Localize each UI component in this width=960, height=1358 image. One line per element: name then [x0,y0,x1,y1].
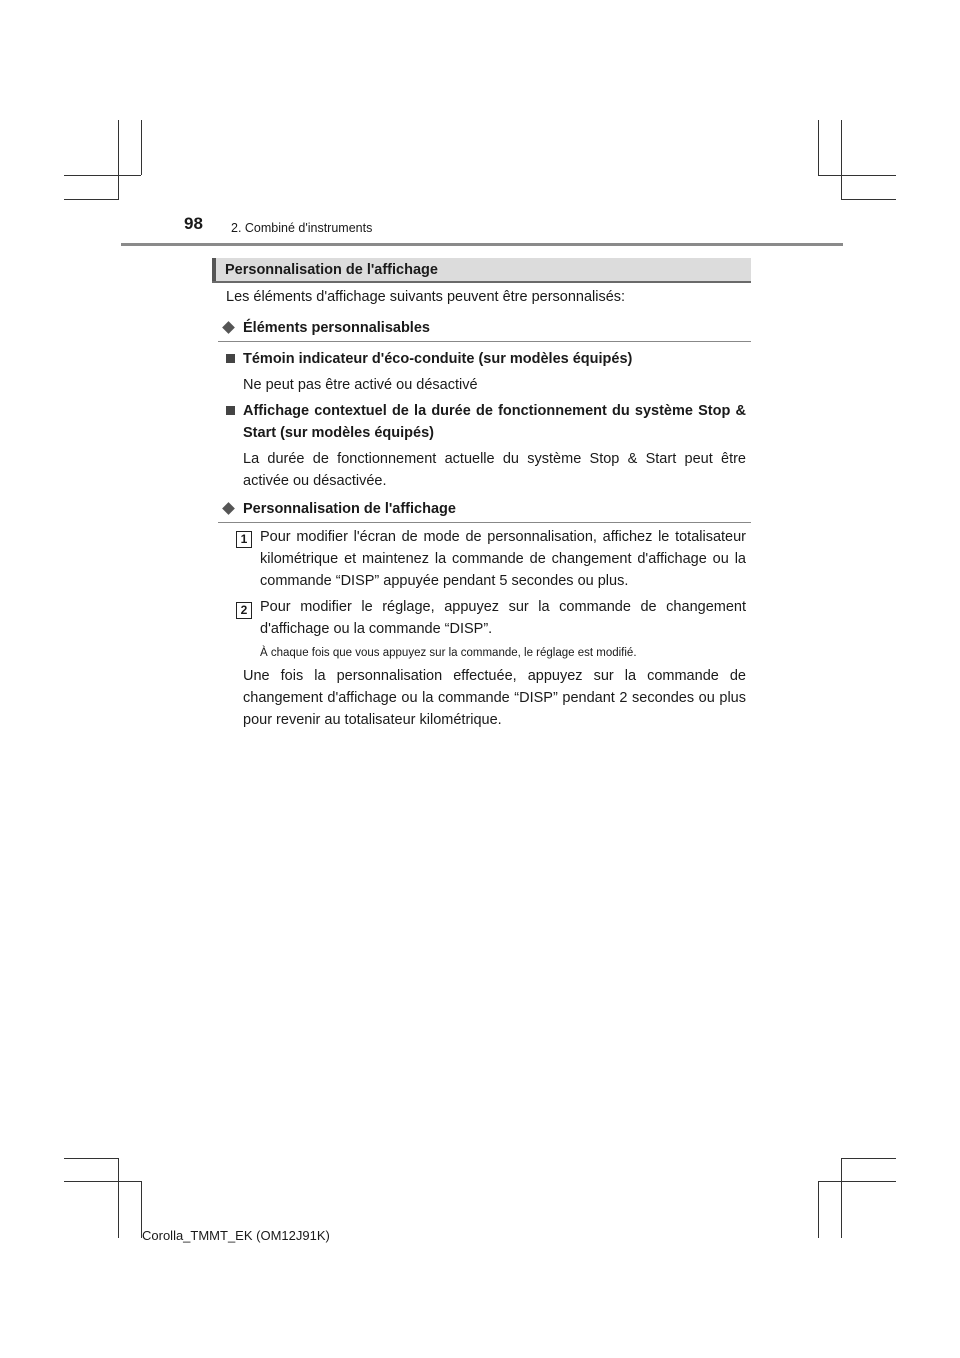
diamond-bullet-icon [222,321,235,334]
crop-mark [841,1158,896,1159]
section-accent [212,258,216,281]
step-number-box: 2 [236,602,252,619]
crop-mark [64,175,141,176]
footer-document-id: Corolla_TMMT_EK (OM12J91K) [142,1228,330,1243]
crop-mark [64,1158,119,1159]
crop-mark [64,199,119,200]
crop-mark [841,1158,842,1238]
subsection-rule [218,341,751,342]
header-rule [121,243,843,246]
page-number: 98 [184,214,203,233]
diamond-bullet-icon [222,502,235,515]
step-text: Pour modifier l'écran de mode de personnalisation, affichez le totalisateur kilométrique et maintenez la commande de changement d'affichage ou la commande “DISP” appuyée pendant 5 secondes ou plus. [260,529,746,589]
subsection-title: Personnalisation de l'affichage [243,501,456,517]
item-title: Affichage contextuel de la durée de fonctionnement du système Stop & Start (sur modèles équipés) [243,403,746,441]
chapter-title: 2. Combiné d'instruments [231,221,373,235]
step-note: À chaque fois que vous appuyez sur la commande, le réglage est modifié. [260,647,637,659]
square-bullet-icon [226,406,235,415]
item-title: Témoin indicateur d'éco-conduite (sur modèles équipés) [243,351,633,367]
item-body: Ne peut pas être activé ou désactivé [243,377,478,393]
crop-mark [141,120,142,175]
section-title: Personnalisation de l'affichage [225,262,438,278]
crop-mark [818,175,896,176]
crop-mark [818,1181,896,1182]
crop-mark [118,1158,119,1238]
square-bullet-icon [226,354,235,363]
section-heading-bar [212,258,751,283]
step-text: Pour modifier le réglage, appuyez sur la commande de changement d'affichage ou la commande “DISP”. [260,599,746,637]
crop-mark [118,120,119,200]
crop-mark [818,120,819,175]
item-body: La durée de fonctionnement actuelle du système Stop & Start peut être activée ou désactivée. [243,451,746,489]
closing-paragraph: Une fois la personnalisation effectuée, appuyez sur la commande de changement d'affichage ou la commande “DISP” pendant 2 secondes ou plus pour revenir au totalisateur kilométrique. [243,668,746,728]
step-number-box: 1 [236,531,252,548]
crop-mark [841,120,842,200]
crop-mark [64,1181,141,1182]
subsection-rule [218,522,751,523]
crop-mark [841,199,896,200]
section-intro: Les éléments d'affichage suivants peuvent être personnalisés: [226,289,626,305]
crop-mark [818,1181,819,1238]
subsection-title: Éléments personnalisables [243,320,430,336]
